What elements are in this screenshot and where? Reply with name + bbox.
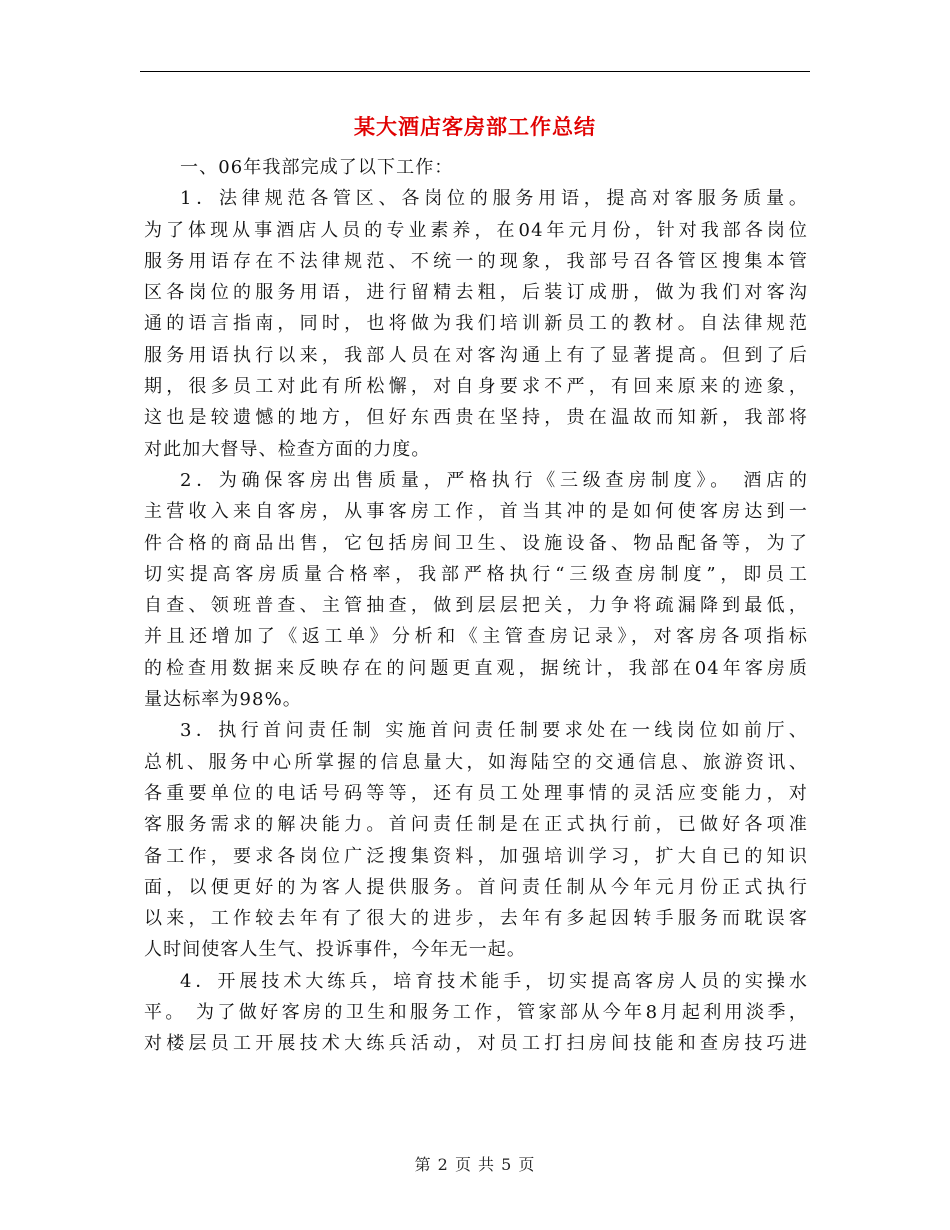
document-title: 某大酒店客房部工作总结 bbox=[354, 114, 596, 139]
paragraph-first-line: 2．为确保客房出售质量，严格执行《三级查房制度》。 酒店的 bbox=[180, 469, 808, 491]
paragraph-first-line: 1．法律规范各管区、各岗位的服务用语，提高对客服务质量。 bbox=[180, 188, 808, 210]
text-line: 各重要单位的电话号码等等，还有员工处理事情的灵活应变能力，对 bbox=[144, 782, 808, 804]
text-line: 备工作，要求各岗位广泛搜集资料，加强培训学习，扩大自已的知识 bbox=[144, 845, 808, 867]
text-line: 服务用语执行以来，我部人员在对客沟通上有了显著提高。但到了后 bbox=[144, 344, 808, 366]
text-line: 这也是较遗憾的地方，但好东西贵在坚持，贵在温故而知新，我部将 bbox=[144, 407, 808, 429]
paragraph-first-line: 3．执行首问责任制 实施首问责任制要求处在一线岗位如前厅、 bbox=[180, 720, 808, 742]
text-line: 量达标率为98%。 bbox=[144, 689, 302, 711]
text-line: 平。 为了做好客房的卫生和服务工作，管家部从今年8月起利用淡季， bbox=[144, 1002, 808, 1024]
text-line: 总机、服务中心所掌握的信息量大，如海陆空的交通信息、旅游资讯、 bbox=[144, 751, 808, 773]
page-number-footer: 第 2 页 共 5 页 bbox=[414, 1155, 536, 1174]
text-line: 面，以便更好的为客人提供服务。首问责任制从今年元月份正式执行 bbox=[144, 876, 808, 898]
text-line: 通的语言指南，同时，也将做为我们培训新员工的教材。自法律规范 bbox=[144, 313, 808, 335]
text-line: 切实提高客房质量合格率，我部严格执行“三级查房制度”，即员工 bbox=[144, 563, 808, 585]
text-line: 主营收入来自客房，从事客房工作，首当其冲的是如何使客房达到一 bbox=[144, 501, 808, 523]
text-line: 客服务需求的解决能力。首问责任制是在正式执行前，已做好各项准 bbox=[144, 814, 808, 836]
paragraph-first-line: 一、06年我部完成了以下工作： bbox=[180, 157, 454, 178]
paragraph-first-line: 4．开展技术大练兵，培育技术能手，切实提高客房人员的实操水 bbox=[180, 970, 808, 992]
text-line: 区各岗位的服务用语，进行留精去粗，后装订成册，做为我们对客沟 bbox=[144, 282, 808, 304]
document-body bbox=[144, 152, 808, 1060]
text-line: 自查、领班普查、主管抽查，做到层层把关，力争将疏漏降到最低， bbox=[144, 595, 808, 617]
text-line: 为了体现从事酒店人员的专业素养，在04年元月份，针对我部各岗位 bbox=[144, 219, 808, 241]
text-line: 对此加大督导、检查方面的力度。 bbox=[144, 438, 431, 460]
text-line: 期，很多员工对此有所松懈，对自身要求不严，有回来原来的迹象， bbox=[144, 376, 808, 398]
text-line: 人时间使客人生气、投诉事件，今年无一起。 bbox=[144, 939, 526, 961]
text-line: 并且还增加了《返工单》分析和《主管查房记录》，对客房各项指标 bbox=[144, 626, 808, 648]
text-line: 的检查用数据来反映存在的问题更直观，据统计，我部在04年客房质 bbox=[144, 657, 808, 679]
text-line: 服务用语存在不法律规范、不统一的现象，我部号召各管区搜集本管 bbox=[144, 250, 808, 272]
text-line: 对楼层员工开展技术大练兵活动，对员工打扫房间技能和查房技巧进 bbox=[144, 1033, 808, 1055]
text-line: 以来，工作较去年有了很大的进步，去年有多起因转手服务而耽误客 bbox=[144, 908, 808, 930]
header-rule bbox=[140, 71, 810, 72]
text-line: 件合格的商品出售，它包括房间卫生、设施设备、物品配备等，为了 bbox=[144, 532, 808, 554]
